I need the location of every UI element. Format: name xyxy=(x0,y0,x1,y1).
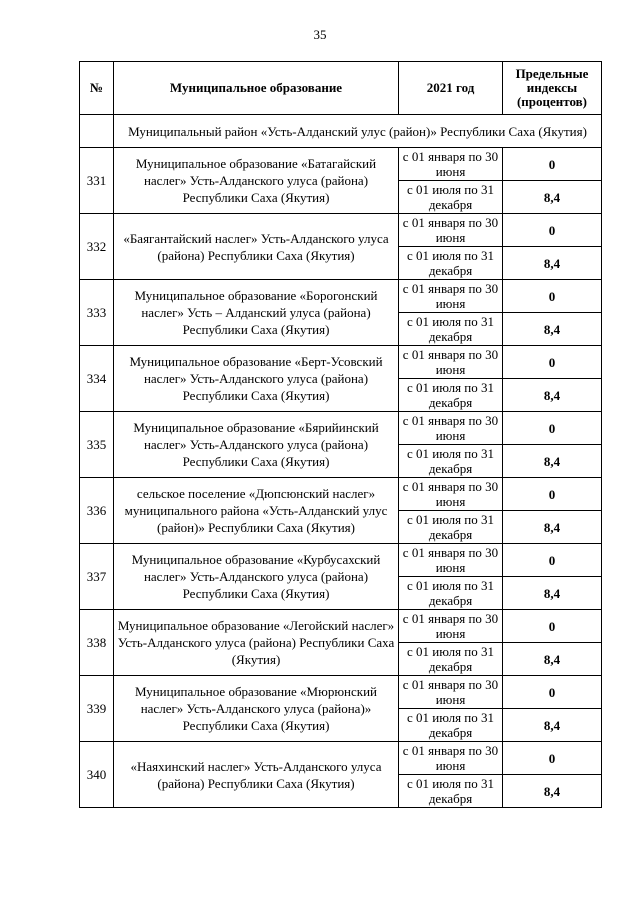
table-row xyxy=(80,148,602,181)
indices-table xyxy=(79,61,602,808)
index-second-half: 8,4 xyxy=(503,181,602,214)
municipality-name: Муниципальное образование «Борогонский наслег» Усть – Алданский улуса (района) Республики Саха (Якутия) xyxy=(114,280,399,346)
index-second-half: 8,4 xyxy=(503,709,602,742)
period-first-half: с 01 января по 30 июня xyxy=(399,478,503,511)
period-first-half: с 01 января по 30 июня xyxy=(399,346,503,379)
period-second-half: с 01 июля по 31 декабря xyxy=(399,643,503,676)
row-number: 338 xyxy=(80,610,114,676)
index-first-half: 0 xyxy=(503,346,602,379)
index-first-half: 0 xyxy=(503,478,602,511)
municipality-name: Муниципальное образование «Курбусахский наслег» Усть-Алданского улуса (района) Республики Саха (Якутия) xyxy=(114,544,399,610)
row-number: 337 xyxy=(80,544,114,610)
row-number: 339 xyxy=(80,676,114,742)
period-second-half: с 01 июля по 31 декабря xyxy=(399,445,503,478)
index-first-half: 0 xyxy=(503,676,602,709)
header-municipality: Муниципальное образование xyxy=(114,62,399,115)
row-number: 335 xyxy=(80,412,114,478)
index-second-half: 8,4 xyxy=(503,313,602,346)
table-row xyxy=(80,610,602,643)
period-first-half: с 01 января по 30 июня xyxy=(399,742,503,775)
table-row xyxy=(80,676,602,709)
index-first-half: 0 xyxy=(503,742,602,775)
municipality-name: «Наяхинский наслег» Усть-Алданского улуса (района) Республики Саха (Якутия) xyxy=(114,742,399,808)
municipality-name: «Баягантайский наслег» Усть-Алданского улуса (района) Республики Саха (Якутия) xyxy=(114,214,399,280)
row-number: 340 xyxy=(80,742,114,808)
index-first-half: 0 xyxy=(503,280,602,313)
table-row xyxy=(80,412,602,445)
row-number: 333 xyxy=(80,280,114,346)
period-second-half: с 01 июля по 31 декабря xyxy=(399,511,503,544)
period-second-half: с 01 июля по 31 декабря xyxy=(399,775,503,808)
group-spacer-cell xyxy=(80,115,114,148)
header-number: № xyxy=(80,62,114,115)
period-first-half: с 01 января по 30 июня xyxy=(399,412,503,445)
row-number: 332 xyxy=(80,214,114,280)
table-row xyxy=(80,478,602,511)
header-year: 2021 год xyxy=(399,62,503,115)
period-second-half: с 01 июля по 31 декабря xyxy=(399,577,503,610)
period-second-half: с 01 июля по 31 декабря xyxy=(399,247,503,280)
index-second-half: 8,4 xyxy=(503,511,602,544)
table-header-row xyxy=(80,62,602,115)
row-number: 331 xyxy=(80,148,114,214)
index-first-half: 0 xyxy=(503,214,602,247)
municipality-name: Муниципальное образование «Бярийинский наслег» Усть-Алданского улуса (района) Республики Саха (Якутия) xyxy=(114,412,399,478)
period-first-half: с 01 января по 30 июня xyxy=(399,214,503,247)
group-title: Муниципальный район «Усть-Алданский улус (район)» Республики Саха (Якутия) xyxy=(114,115,602,148)
table-row xyxy=(80,742,602,775)
index-second-half: 8,4 xyxy=(503,247,602,280)
index-first-half: 0 xyxy=(503,544,602,577)
period-first-half: с 01 января по 30 июня xyxy=(399,544,503,577)
table-row xyxy=(80,214,602,247)
table-row xyxy=(80,544,602,577)
table-body xyxy=(80,115,602,808)
municipality-name: Муниципальное образование «Батагайский наслег» Усть-Алданского улуса (района) Республики Саха (Якутия) xyxy=(114,148,399,214)
period-second-half: с 01 июля по 31 декабря xyxy=(399,379,503,412)
row-number: 336 xyxy=(80,478,114,544)
index-first-half: 0 xyxy=(503,412,602,445)
page-number: 35 xyxy=(313,27,327,42)
period-first-half: с 01 января по 30 июня xyxy=(399,676,503,709)
group-row xyxy=(80,115,602,148)
index-second-half: 8,4 xyxy=(503,577,602,610)
index-second-half: 8,4 xyxy=(503,445,602,478)
period-first-half: с 01 января по 30 июня xyxy=(399,148,503,181)
index-second-half: 8,4 xyxy=(503,379,602,412)
municipality-name: Муниципальное образование «Берт-Усовский наслег» Усть-Алданского улуса (района) Республики Саха (Якутия) xyxy=(114,346,399,412)
table-row xyxy=(80,346,602,379)
period-second-half: с 01 июля по 31 декабря xyxy=(399,313,503,346)
municipality-name: Муниципальное образование «Легойский наслег» Усть-Алданского улуса (района) Республики Саха (Якутия) xyxy=(114,610,399,676)
period-second-half: с 01 июля по 31 декабря xyxy=(399,709,503,742)
period-second-half: с 01 июля по 31 декабря xyxy=(399,181,503,214)
row-number: 334 xyxy=(80,346,114,412)
header-index: Предельные индексы (процентов) xyxy=(503,62,602,115)
table-row xyxy=(80,280,602,313)
municipality-name: сельское поселение «Дюпсюнский наслег» муниципального района «Усть-Алданский улус (район)» Республики Саха (Якутия) xyxy=(114,478,399,544)
index-first-half: 0 xyxy=(503,148,602,181)
index-second-half: 8,4 xyxy=(503,775,602,808)
index-first-half: 0 xyxy=(503,610,602,643)
period-first-half: с 01 января по 30 июня xyxy=(399,280,503,313)
period-first-half: с 01 января по 30 июня xyxy=(399,610,503,643)
index-second-half: 8,4 xyxy=(503,643,602,676)
municipality-name: Муниципальное образование «Мюрюнский наслег» Усть-Алданского улуса (района)» Республики Саха (Якутия) xyxy=(114,676,399,742)
